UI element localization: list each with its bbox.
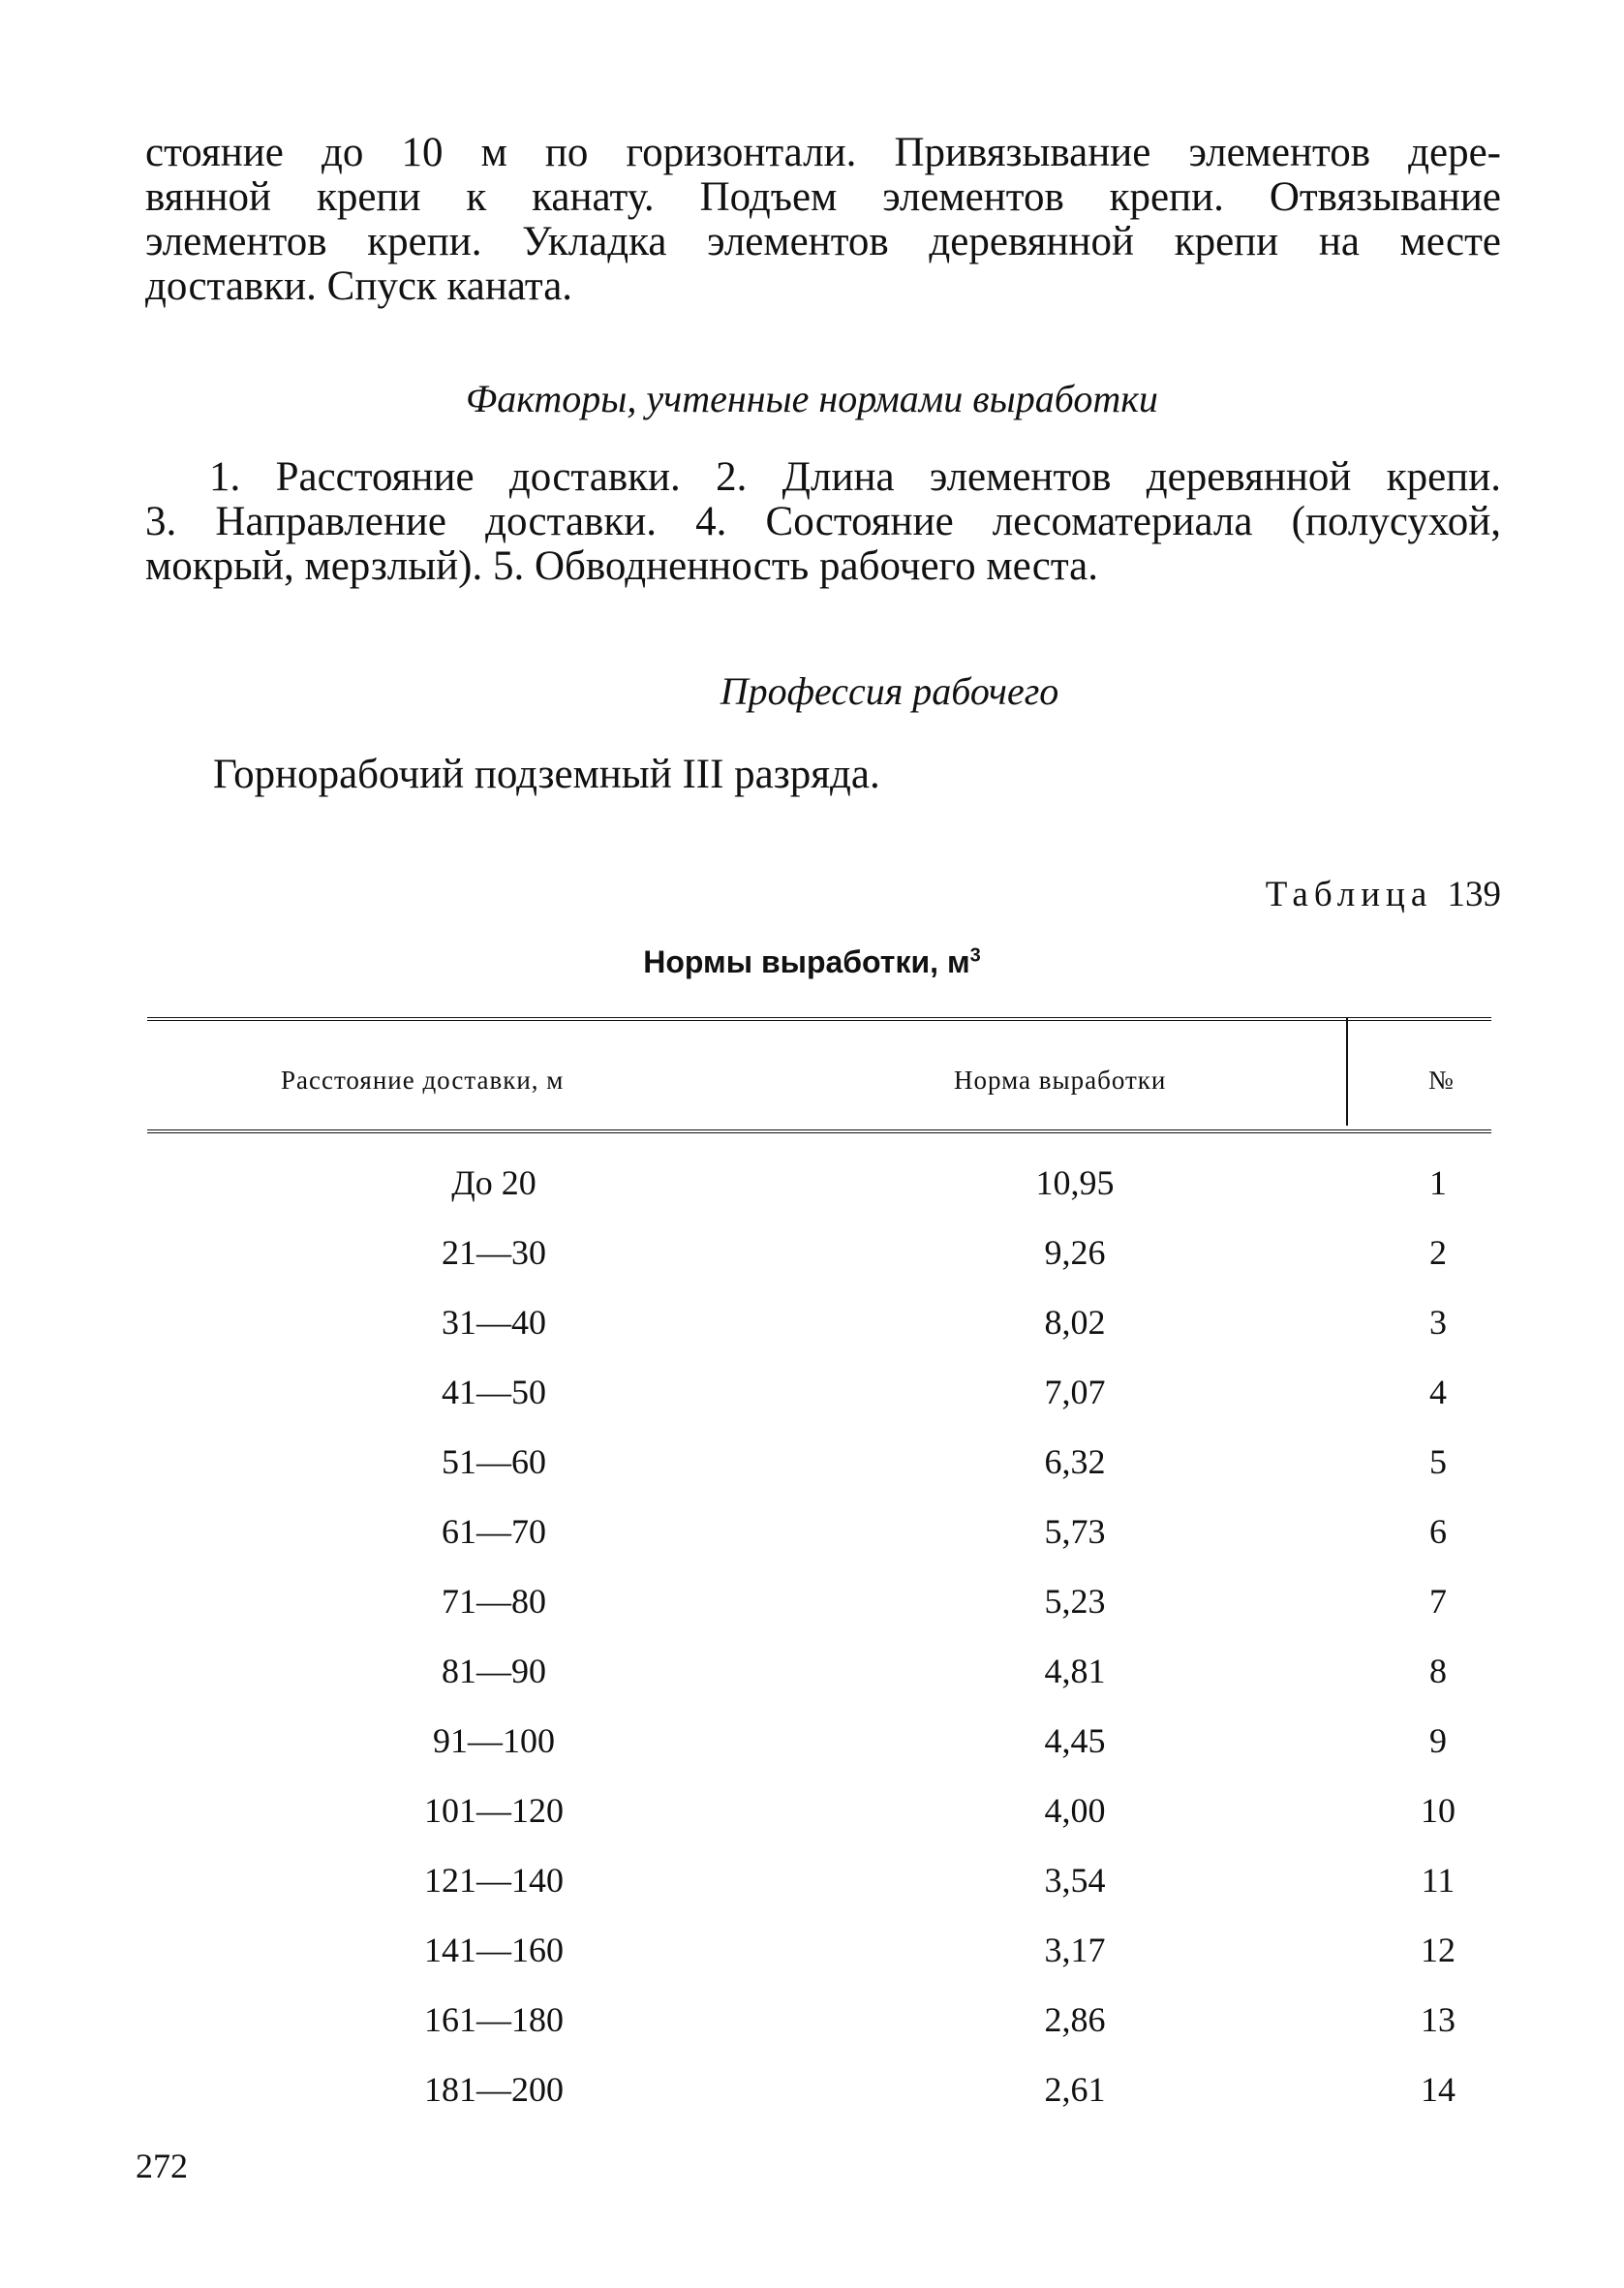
cell-norm: 5,23 (1044, 1582, 1106, 1621)
cell-number: 12 (1421, 1931, 1455, 1969)
cell-distance: 141—160 (424, 1931, 564, 1969)
cell-number: 4 (1429, 1373, 1447, 1411)
cell-distance: 121—140 (424, 1861, 564, 1900)
cell-norm: 4,00 (1044, 1791, 1106, 1830)
cell-number: 8 (1429, 1652, 1447, 1690)
cell-number: 2 (1429, 1233, 1447, 1272)
cell-number: 3 (1429, 1303, 1447, 1342)
table-row (0, 1511, 1624, 1581)
table-row (0, 1790, 1624, 1860)
cell-norm: 4,81 (1044, 1652, 1106, 1690)
cell-distance: 61—70 (442, 1512, 546, 1551)
page-number: 272 (136, 2147, 188, 2185)
intro-line: стояние до 10 м по горизонтали. Привязывание элементов дере- (145, 130, 1501, 175)
header-norm: Норма выработки (954, 1066, 1167, 1095)
cell-norm: 2,86 (1044, 2000, 1106, 2039)
table-title-unit-power: 3 (969, 944, 981, 967)
factors-heading: Факторы, учтенные нормами выработки (466, 377, 1158, 420)
cell-norm: 10,95 (1035, 1163, 1115, 1202)
table-title (0, 944, 1624, 980)
table-row (0, 1232, 1624, 1302)
table-row (0, 1999, 1624, 2069)
cell-number: 5 (1429, 1442, 1447, 1481)
table-top-rule (147, 1017, 1491, 1025)
cell-norm: 9,26 (1044, 1233, 1106, 1272)
cell-distance: 161—180 (424, 2000, 564, 2039)
table-row (0, 1162, 1624, 1232)
cell-norm: 5,73 (1044, 1512, 1106, 1551)
table-label-word: Таблица (1265, 875, 1433, 914)
cell-norm: 8,02 (1044, 1303, 1106, 1342)
table-row (0, 1720, 1624, 1790)
cell-distance: 71—80 (442, 1582, 546, 1621)
factors-paragraph (145, 455, 1501, 589)
table-row (0, 1930, 1624, 1999)
cell-number: 11 (1421, 1861, 1455, 1900)
cell-norm: 3,17 (1044, 1931, 1106, 1969)
header-distance: Расстояние доставки, м (281, 1066, 565, 1095)
cell-number: 9 (1429, 1721, 1447, 1760)
cell-norm: 6,32 (1044, 1442, 1106, 1481)
factors-line: 3. Направление доставки. 4. Состояние лесоматериала (полусухой, (145, 499, 1501, 544)
cell-number: 13 (1421, 2000, 1455, 2039)
table-row (0, 1581, 1624, 1651)
table-title-text: Нормы выработки, м (643, 944, 970, 979)
cell-distance: 41—50 (442, 1373, 546, 1411)
table-row (0, 1651, 1624, 1720)
table-row (0, 2069, 1624, 2139)
cell-distance: 51—60 (442, 1442, 546, 1481)
cell-norm: 4,45 (1044, 1721, 1106, 1760)
table-header-separator (1346, 1017, 1348, 1126)
cell-number: 14 (1421, 2070, 1455, 2109)
table-body (0, 1162, 1624, 2139)
cell-distance: 101—120 (424, 1791, 564, 1830)
table-header-rule (147, 1129, 1491, 1137)
table-row (0, 1302, 1624, 1372)
profession-text: Горнорабочий подземный III разряда. (213, 752, 880, 797)
cell-distance: До 20 (451, 1163, 536, 1202)
table-row (0, 1441, 1624, 1511)
cell-number: 10 (1421, 1791, 1455, 1830)
cell-norm: 3,54 (1044, 1861, 1106, 1900)
cell-norm: 2,61 (1044, 2070, 1106, 2109)
table-row (0, 1860, 1624, 1930)
table-label-number: 139 (1447, 875, 1501, 914)
profession-heading: Профессия рабочего (720, 669, 1059, 713)
factors-line: мокрый, мерзлый). 5. Обводненность рабочего места. (145, 543, 1098, 589)
intro-line: элементов крепи. Укладка элементов деревянной крепи на месте (145, 219, 1501, 264)
cell-distance: 81—90 (442, 1652, 546, 1690)
cell-number: 6 (1429, 1512, 1447, 1551)
cell-norm: 7,07 (1044, 1373, 1106, 1411)
table-label (1266, 874, 1501, 915)
cell-distance: 21—30 (442, 1233, 546, 1272)
cell-distance: 31—40 (442, 1303, 546, 1342)
header-number: № (1428, 1066, 1455, 1095)
table-row (0, 1372, 1624, 1441)
cell-distance: 181—200 (424, 2070, 564, 2109)
cell-number: 1 (1429, 1163, 1447, 1202)
intro-line: вянной крепи к канату. Подъем элементов крепи. Отвязывание (145, 174, 1501, 220)
intro-paragraph (145, 131, 1501, 309)
factors-line: 1. Расстояние доставки. 2. Длина элементов деревянной крепи. (209, 454, 1501, 500)
intro-line: доставки. Спуск каната. (145, 263, 573, 309)
cell-number: 7 (1429, 1582, 1447, 1621)
cell-distance: 91—100 (433, 1721, 555, 1760)
